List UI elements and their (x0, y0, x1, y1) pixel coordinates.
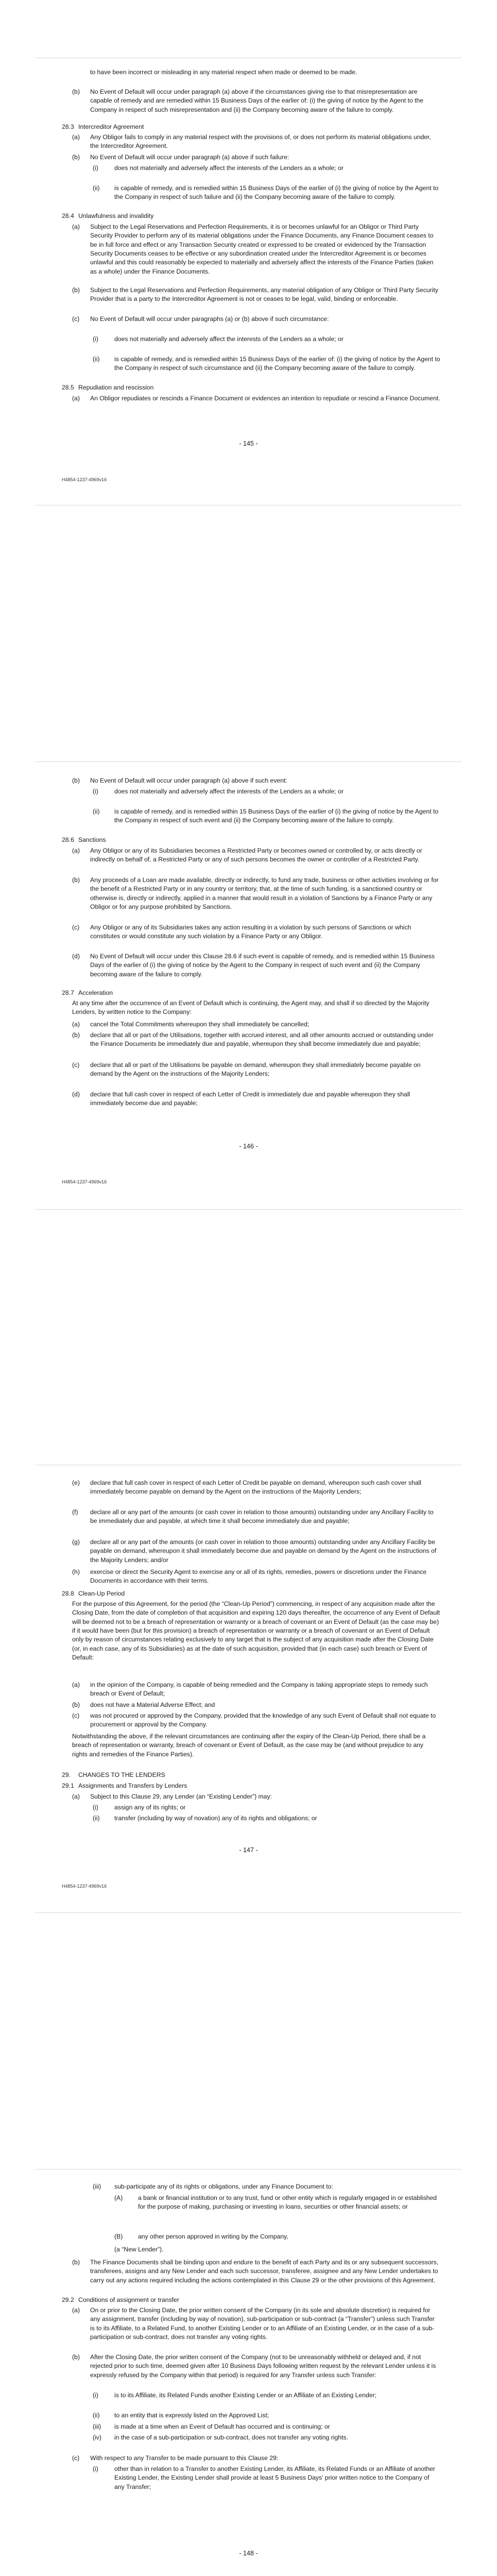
paragraph: declare all or any part of the amounts (or cash cover in relation to those amounts) outstanding under any Ancillary Facility to be immediately due and payable, at which time it shall become immediately due and payable; (90, 1509, 434, 1525)
paragraph: Any proceeds of a Loan are made available, directly or indirectly, to fund any trade, business or other activities involving or for the benefit of a Restricted Party or in any country or territory, that, at the time of such funding, is a sanctioned country or otherwise is, directly or indirectly, applied in a manner that would result in a violation of Sanctions by a Finance Party or any Obligor or for any purpose prohibited by Sanctions. (90, 876, 439, 910)
paragraph: does not materially and adversely affect the interests of the Lenders as a whole; or (114, 788, 344, 795)
paragraph: is capable of remedy, and is remedied within 15 Business Days of the earlier of (i) the giving of notice by the Agent to the Company in respect of such event and (ii) the Company becoming aware of the failure to comply. (114, 808, 439, 824)
page-separator (35, 761, 461, 762)
paragraph: For the purpose of this Agreement, for the period (the “Clean-Up Period”) commencing, in respect of any acquisition made after the Closing Date, from the date of completion of that acquisition and expiring 120 days thereafter, the occurrence of any Event of Default will be deemed not to be a breach of representation or warranty or a breach of covenant or an Event of Default (as the case may be) if it would have been (but for this provision) a breach of representation or warranty or a breach of covenant or an Event of Default only by reason of circumstances relating exclusively to any target that is the subject of any acquisition made after the Closing Date (or, in each case, any of its Subsidiaries) as at the date of such acquisition, provided that (in each case) such breach or Event of Default: (72, 1600, 440, 1661)
item-label: (ii) (93, 184, 100, 192)
clause-number: 29. (62, 1771, 71, 1778)
item-label: (c) (72, 1712, 80, 1719)
section-heading: Assignments and Transfers by Lenders (78, 1782, 187, 1789)
paragraph: declare that all or part of the Utilisations, together with accrued interest, and all other amounts accrued or outstanding under the Finance Documents be immediately due and payable, whereupon they shall become immediately due and payable; (90, 1031, 434, 1048)
paragraph: Subject to this Clause 29, any Lender (an “Existing Lender”) may: (90, 1793, 272, 1800)
section-number: 29.2 (62, 2296, 74, 2303)
paragraph: other than in relation to a Transfer to another Existing Lender, its Affiliate, its Related Funds or an Affiliate of another Existing Lender, the Existing Lender shall provide at least 5 Business Days' prior written notice to the Company of any Transfer; (114, 2465, 435, 2490)
item-label: (b) (72, 1701, 80, 1708)
paragraph: sub-participate any of its rights or obligations, under any Finance Document to: (114, 2183, 333, 2190)
paragraph: does not materially and adversely affect the interests of the Lenders as a whole; or (114, 164, 344, 172)
page-number: - 146 - (239, 1143, 258, 1150)
paragraph: No Event of Default will occur under paragraph (a) above if such failure: (90, 154, 289, 161)
paragraph: Subject to the Legal Reservations and Perfection Requirements, it is or becomes unlawful for an Obligor or Third Party Security Provider to perform any of its material obligations under the Finance Documents, any Finance Document ceases to be in full force and effect or any Transaction Security created or expressed to be created or evidenced by the Transaction Security Documents ceases to be effective or any subordination created under the Intercreditor Agreement is or becomes unlawful and this could reasonably be expected to materially and adversely affect the interests of the Finance Parties (taken as a whole) under the Finance Documents. (90, 223, 434, 275)
paragraph: declare all or any part of the amounts (or cash cover in relation to those amounts) outstanding under any Ancillary Facility be payable on demand, whereupon it shall immediately become due and payable on demand by the Agent on the instructions of the Majority Lenders; and/or (90, 1538, 437, 1564)
section-number: 28.6 (62, 836, 74, 843)
item-label: (e) (72, 1479, 80, 1486)
paragraph: No Event of Default will occur under paragraph (a) above if the circumstances giving rise to that misrepresentation are capable of remedy and are remedied within 15 Business Days of the earlier of: (i) the giving of notice by the Agent to the Company in respect of such misrepresentation and (ii) the Company becoming aware of the failure to comply. (90, 88, 423, 113)
item-label: (iv) (93, 2434, 101, 2441)
item-label: (i) (93, 164, 98, 172)
page-separator (35, 2169, 461, 2170)
paragraph: is capable of remedy, and is remedied within 15 Business Days of the earlier of: (i) the giving of notice by the Agent to the Company in respect of such circumstance and (ii) the Company becoming aware of the failure to comply. (114, 355, 440, 372)
paragraph: any other person approved in writing by the Company, (138, 2233, 288, 2240)
item-label: (a) (72, 223, 80, 230)
section-heading: Sanctions (78, 836, 106, 843)
item-label: (i) (93, 1804, 98, 1811)
paragraph: (a “New Lender”). (114, 2246, 164, 2253)
item-label: (a) (72, 1021, 80, 1028)
item-label: (c) (72, 2454, 80, 2462)
item-label: (iii) (93, 2423, 101, 2430)
section-heading: Unlawfulness and invalidity (78, 212, 154, 219)
item-label: (b) (72, 88, 80, 95)
section-heading: Clean-Up Period (78, 1590, 125, 1597)
item-label: (i) (93, 2392, 98, 2399)
paragraph: declare that full cash cover in respect of each Letter of Credit be payable on demand, whereupon such cash cover shall immediately become payable on demand by the Agent on the instructions of the Majority Lenders; (90, 1479, 421, 1496)
section-heading: Repudiation and rescission (78, 384, 154, 391)
item-label: (d) (72, 953, 80, 960)
item-label: (b) (72, 154, 80, 161)
paragraph: Notwithstanding the above, if the relevant circumstances are continuing after the expiry of the Clean-Up Period, there shall be a breach of representation or warranty, breach of covenant or Event of Default, as the case may be (and without prejudice to any rights and remedies of the Finance Parties). (72, 1733, 426, 1758)
item-label: (b) (72, 286, 80, 294)
item-label: (a) (72, 847, 80, 854)
paragraph: Any Obligor or any of its Subsidiaries takes any action resulting in a violation by such persons of Sanctions or which constitutes or would constitute any such violation by a Finance Party or any Obligor. (90, 924, 412, 940)
paragraph: was not procured or approved by the Company, provided that the knowledge of any such Event of Default shall not equate to procurement or approval by the Company. (90, 1712, 436, 1728)
item-label: (f) (72, 1509, 78, 1516)
paragraph: is made at a time when an Event of Default has occurred and is continuing; or (114, 2423, 330, 2430)
paragraph: assign any of its rights; or (114, 1804, 186, 1811)
section-number: 28.7 (62, 989, 74, 996)
page-number: - 145 - (239, 440, 258, 447)
paragraph: declare that full cash cover in respect of each Letter of Credit is immediately due and payable whereupon they shall immediately become due and payable; (90, 1091, 410, 1107)
page-number: - 148 - (239, 2550, 258, 2557)
item-label: (d) (72, 1091, 80, 1098)
item-label: (c) (72, 1061, 80, 1069)
item-label: (b) (72, 777, 80, 784)
item-label: (a) (72, 1681, 80, 1688)
paragraph: An Obligor repudiates or rescinds a Finance Document or evidences an intention to repudiate or rescind a Finance Document. (90, 395, 440, 402)
item-label: (c) (72, 924, 80, 931)
section-heading: Acceleration (78, 989, 113, 996)
page-number: - 147 - (239, 1846, 258, 1854)
paragraph: declare that all or part of the Utilisations be payable on demand, whereupon they shall immediately become payable on demand by the Agent on the instructions of the Majority Lenders; (90, 1061, 421, 1078)
section-heading: Conditions of assignment or transfer (78, 2296, 179, 2303)
item-label: (B) (114, 2233, 123, 2240)
document-reference: H4854-1237-4969v16 (62, 1179, 107, 1184)
item-label: (a) (72, 2307, 80, 2314)
section-number: 28.3 (62, 123, 74, 130)
paragraph: With respect to any Transfer to be made pursuant to this Clause 29: (90, 2454, 279, 2462)
item-label: (c) (72, 315, 80, 323)
paragraph: Any Obligor or any of its Subsidiaries becomes a Restricted Party or becomes owned or controlled by, or acts directly or indirectly on behalf of, a Restricted Party or any of such persons becomes the owner or controller of a Restricted Party. (90, 847, 422, 863)
item-label: (iii) (93, 2183, 101, 2190)
paragraph: Subject to the Legal Reservations and Perfection Requirements, any material obligation of any Obligor or Third Party Security Provider that is a party to the Intercreditor Agreement is not or ceases to be legal, valid, binding or enforceable. (90, 286, 438, 303)
paragraph: in the opinion of the Company, is capable of being remedied and the Company is taking appropriate steps to remedy such breach or Event of Default; (90, 1681, 428, 1698)
item-label: (i) (93, 788, 98, 795)
clause-heading: CHANGES TO THE LENDERS (78, 1771, 165, 1778)
document-reference: H4854-1237-4969v16 (62, 477, 107, 482)
item-label: (b) (72, 2259, 80, 2266)
item-label: (b) (72, 2353, 80, 2361)
paragraph: After the Closing Date, the prior written consent of the Company (not to be unreasonably withheld or delayed and, if not rejected prior to such time, deemed given after 10 Business Days following written request by the relevant Lender unless it is expressly refused by the Company within that period) is required for any Transfer unless such Transfer: (90, 2353, 436, 2379)
paragraph: The Finance Documents shall be binding upon and endure to the benefit of each Party and its or any subsequent successors, transferees, assigns and any New Lender and each such successor, transferee, assignee and any New Lender undertakes to carry out any actions required including the actions contemplated in this Clause 29 or the other provisions of this Agreement. (90, 2259, 439, 2284)
item-label: (i) (93, 335, 98, 343)
item-label: (b) (72, 1031, 80, 1039)
paragraph: exercise or direct the Security Agent to exercise any or all of its rights, remedies, powers or discretions under the Finance Documents in accordance with their terms. (90, 1568, 427, 1585)
paragraph: No Event of Default will occur under this Clause 28.6 if such event is capable of remedy, and is remedied within 15 Business Days of the earlier of (i) the giving of notice by the Agent to the Company in respect of such event and (ii) the Company becoming aware of the failure to comply. (90, 953, 435, 978)
item-label: (ii) (93, 355, 100, 363)
paragraph: to have been incorrect or misleading in any material respect when made or deemed to be made. (90, 69, 357, 76)
paragraph: does not have a Material Adverse Effect; and (90, 1701, 215, 1708)
paragraph: Any Obligor fails to comply in any material respect with the provisions of, or does not perform its material obligations under, the Intercreditor Agreement. (90, 133, 431, 150)
item-label: (i) (93, 2465, 98, 2472)
paragraph: a bank or financial institution or to any trust, fund or other entity which is regularly engaged in or established for the purpose of making, purchasing or investing in loans, securities or other financial assets; or (138, 2194, 437, 2211)
item-label: (g) (72, 1538, 80, 1546)
document-reference: H4854-1237-4969v16 (62, 1884, 107, 1889)
page-separator (35, 1209, 461, 1210)
item-label: (a) (72, 133, 80, 141)
item-label: (ii) (93, 808, 100, 815)
paragraph: in the case of a sub-participation or sub-contract, does not transfer any voting rights. (114, 2434, 348, 2441)
item-label: (h) (72, 1568, 80, 1575)
item-label: (ii) (93, 1815, 100, 1822)
section-number: 28.8 (62, 1590, 74, 1597)
section-number: 28.4 (62, 212, 74, 219)
paragraph: transfer (including by way of novation) any of its rights and obligations; or (114, 1815, 317, 1822)
paragraph: does not materially and adversely affect the interests of the Lenders as a whole; or (114, 335, 344, 343)
paragraph: cancel the Total Commitments whereupon they shall immediately be cancelled; (90, 1021, 310, 1028)
paragraph: is to its Affiliate, its Related Funds another Existing Lender or an Affiliate of an Existing Lender; (114, 2392, 377, 2399)
paragraph: No Event of Default will occur under paragraphs (a) or (b) above if such circumstance: (90, 315, 329, 323)
item-label: (a) (72, 1793, 80, 1800)
paragraph: to an entity that is expressly listed on the Approved List; (114, 2412, 269, 2419)
section-heading: Intercreditor Agreement (78, 123, 144, 130)
section-number: 28.5 (62, 384, 74, 391)
section-number: 29.1 (62, 1782, 74, 1789)
paragraph: On or prior to the Closing Date, the prior written consent of the Company (in its sole and absolute discretion) is required for any assignment, transfer (including by way of novation), sub-participation or sub-contract (a “Transfer”) unless such Transfer is to its Affiliate, to a Related Fund, to another Existing Lender or to an Affiliate of an Existing Lender, or in the case of a sub-participation or sub-contract, does not transfer any voting rights. (90, 2307, 435, 2341)
item-label: (b) (72, 876, 80, 884)
item-label: (a) (72, 395, 80, 402)
item-label: (ii) (93, 2412, 100, 2419)
item-label: (A) (114, 2194, 123, 2201)
paragraph: At any time after the occurrence of an Event of Default which is continuing, the Agent may, and shall if so directed by the Majority Lenders, by written notice to the Company: (72, 999, 430, 1016)
page-separator (35, 1912, 461, 1913)
paragraph: No Event of Default will occur under paragraph (a) above if such event: (90, 777, 287, 784)
paragraph: is capable of remedy, and is remedied within 15 Business Days of the earlier of (i) the giving of notice by the Agent to the Company in respect of such failure and (ii) the Company becoming aware of the failure to comply. (114, 184, 439, 201)
